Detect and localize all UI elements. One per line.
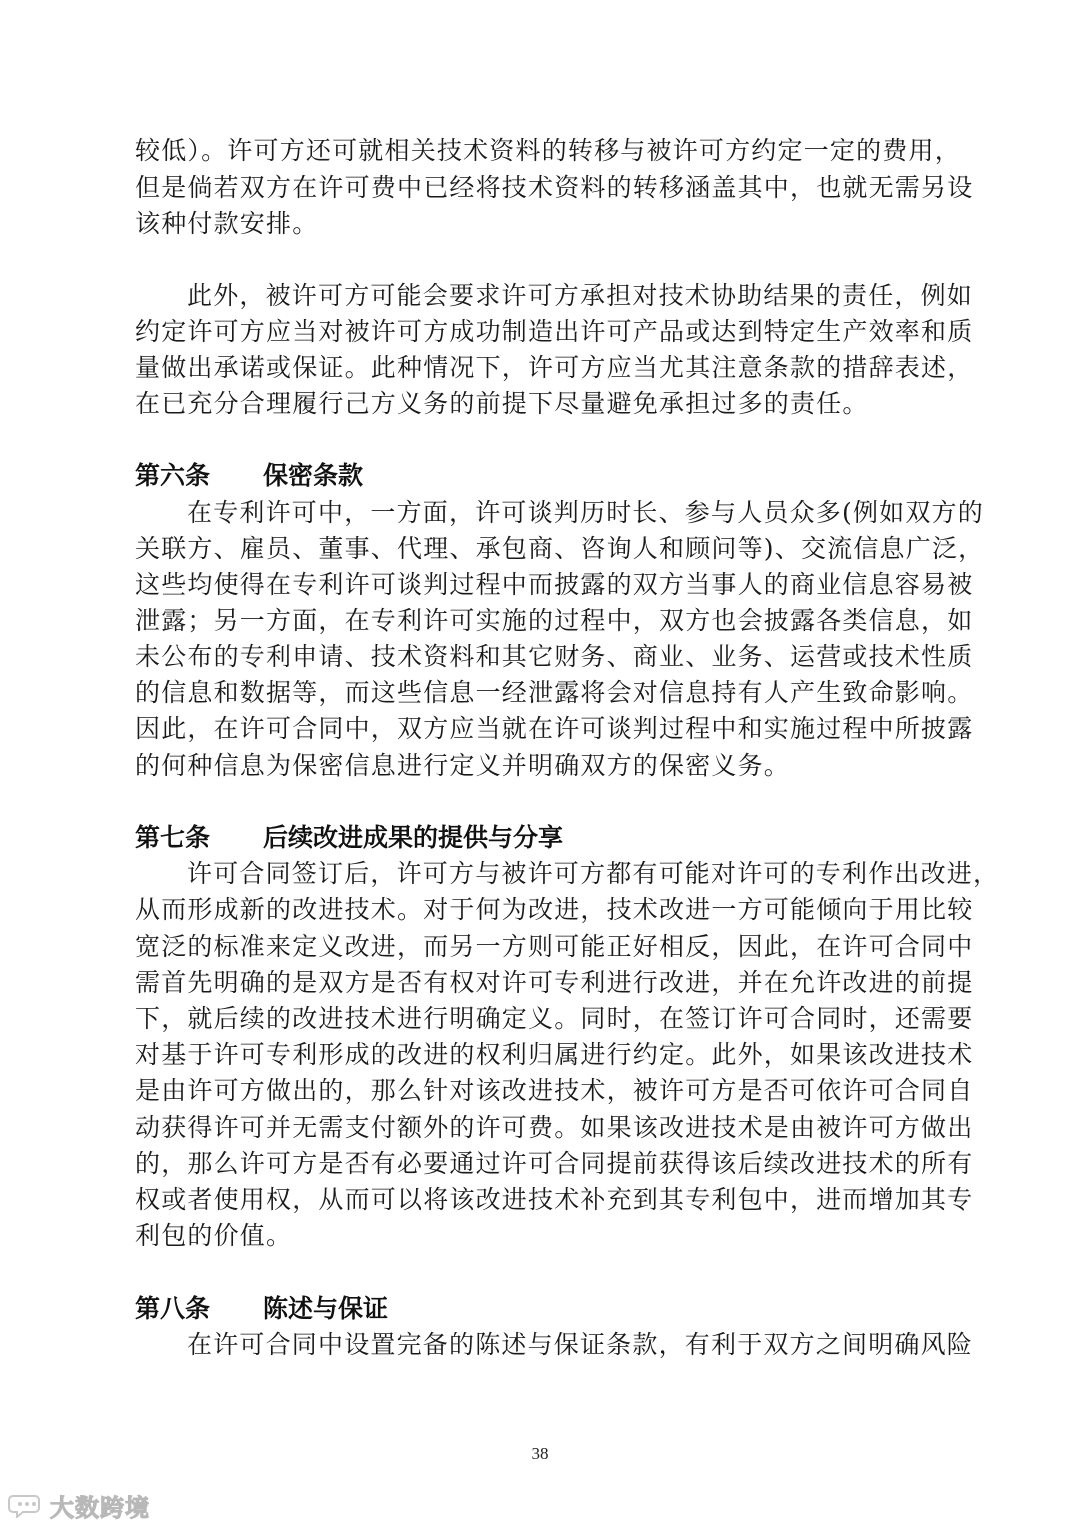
paragraph-line: 未公布的专利申请、技术资料和其它财务、商业、业务、运营或技术性质 (135, 642, 974, 671)
paragraph-line: 是由许可方做出的，那么针对该改进技术，被许可方是否可依许可合同自 (135, 1076, 974, 1105)
section-heading-7 (135, 820, 563, 856)
paragraph-line: 的，那么许可方是否有必要通过许可合同提前获得该后续改进技术的所有 (135, 1149, 974, 1178)
paragraph-line: 在专利许可中，一方面，许可谈判历时长、参与人员众多(例如双方的 (187, 498, 984, 527)
section-title: 保密条款 (263, 461, 364, 490)
paragraph-line: 该种付款安排。 (135, 209, 319, 238)
section-title: 陈述与保证 (263, 1294, 389, 1323)
section-heading-6 (135, 458, 363, 494)
section-title: 后续改进成果的提供与分享 (263, 823, 564, 852)
paragraph-line: 泄露；另一方面，在专利许可实施的过程中，双方也会披露各类信息，如 (135, 606, 974, 635)
page-number: 38 (531, 1444, 549, 1463)
watermark-text: 大数跨境 (50, 1493, 150, 1522)
paragraph-line: 利包的价值。 (135, 1221, 293, 1250)
paragraph-line: 约定许可方应当对被许可方成功制造出许可产品或达到特定生产效率和质 (135, 317, 974, 346)
paragraph-line: 许可合同签订后，许可方与被许可方都有可能对许可的专利作出改进， (187, 859, 1000, 888)
section-number: 第八条 (135, 1294, 211, 1323)
paragraph-line: 下，就后续的改进技术进行明确定义。同时，在签订许可合同时，还需要 (135, 1004, 974, 1033)
section-number: 第六条 (135, 461, 211, 490)
paragraph-line: 的何种信息为保密信息进行定义并明确双方的保密义务。 (135, 751, 791, 780)
paragraph-line: 对基于许可专利形成的改进的权利归属进行约定。此外，如果该改进技术 (135, 1040, 974, 1069)
paragraph-line: 因此，在许可合同中，双方应当就在许可谈判过程中和实施过程中所披露 (135, 714, 974, 743)
paragraph-line: 在已充分合理履行己方义务的前提下尽量避免承担过多的责任。 (135, 389, 869, 418)
paragraph-line: 从而形成新的改进技术。对于何为改进，技术改进一方可能倾向于用比较 (135, 895, 974, 924)
paragraph-line: 宽泛的标准来定义改进，而另一方则可能正好相反，因此，在许可合同中 (135, 932, 974, 961)
paragraph-line: 较低）。许可方还可就相关技术资料的转移与被许可方约定一定的费用， (135, 136, 961, 165)
paragraph-line: 在许可合同中设置完备的陈述与保证条款，有利于双方之间明确风险 (187, 1330, 974, 1359)
paragraph-line: 动获得许可并无需支付额外的许可费。如果该改进技术是由被许可方做出 (135, 1113, 974, 1142)
paragraph-line: 需首先明确的是双方是否有权对许可专利进行改进，并在允许改进的前提 (135, 968, 974, 997)
section-heading-8 (135, 1291, 388, 1327)
speech-bubble-logo-icon (8, 1492, 46, 1518)
paragraph-line: 这些均使得在专利许可谈判过程中而披露的双方当事人的商业信息容易被 (135, 570, 974, 599)
paragraph-line: 关联方、雇员、董事、代理、承包商、咨询人和顾问等)、交流信息广泛， (135, 534, 985, 563)
paragraph-line: 的信息和数据等，而这些信息一经泄露将会对信息持有人产生致命影响。 (135, 678, 974, 707)
section-number: 第七条 (135, 823, 211, 852)
watermark (8, 1490, 150, 1520)
paragraph-line: 权或者使用权，从而可以将该改进技术补充到其专利包中，进而增加其专 (135, 1185, 974, 1214)
paragraph-line: 量做出承诺或保证。此种情况下，许可方应当尤其注意条款的措辞表述， (135, 353, 974, 382)
paragraph-line: 但是倘若双方在许可费中已经将技术资料的转移涵盖其中，也就无需另设 (135, 173, 974, 202)
paragraph-line: 此外，被许可方可能会要求许可方承担对技术协助结果的责任，例如 (187, 281, 974, 310)
